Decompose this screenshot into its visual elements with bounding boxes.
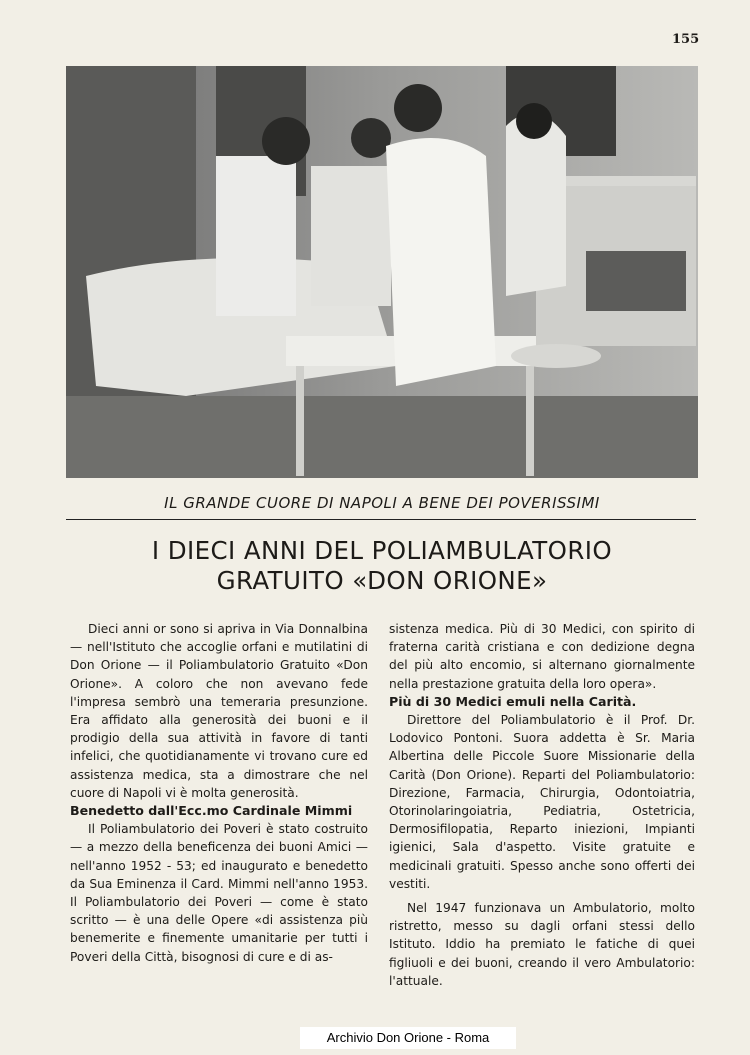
left-subhead: Benedetto dall'Ecc.mo Cardinale Mimmi [70, 803, 353, 819]
kicker-rule [66, 519, 696, 520]
headline [66, 536, 698, 596]
kicker: IL GRANDE CUORE DI NAPOLI A BENE DEI POVERISSIMI [164, 494, 600, 512]
left-paragraph-1: Dieci anni or sono si apriva in Via Donnalbina — nell'Istituto che accoglie orfani e mutilatini di Don Orione — il Poliambulatorio Gratuito «Don Orione». A coloro che non avevano fede l'impresa sembrò una temeraria presunzione. Era affidato alla generosità dei buoni e il prodigio della sua attività in favore di tanti infelici, che quotidianamente vi trovano cure ed assistenza medica, sta a dimostrare che nel cuore di Napoli vi è molta generosità. [70, 622, 368, 800]
right-paragraph-2: Direttore del Poliambulatorio è il Prof. Dr. Lodovico Pontoni. Suora addetta è Sr. Maria Albertina delle Piccole Suore Missionarie della Carità (Don Orione). Reparti del Poliambulatorio: Direzione, Farmacia, Chirurgia, Odontoiatria, Otorinolaringoiatria, Pediatria, Ostetricia, Dermosifilopatia, Reparto iniezioni, Impianti igienici, Sala d'aspetto. Visite gratuite e medicinali gratuiti. Spesso anche sono offerti dei vestiti. [389, 713, 695, 891]
archive-footer: Archivio Don Orione - Roma [300, 1027, 516, 1049]
headline-line-1: I DIECI ANNI DEL POLIAMBULATORIO [151, 536, 613, 565]
left-paragraph-2: Il Poliambulatorio dei Poveri è stato costruito — a mezzo della beneficenza dei buoni Amici — nell'anno 1952 - 53; ed inaugurato e benedetto da Sua Eminenza il Card. Mimmi nell'anno 1953. Il Poliambulatorio dei Poveri — come è stato scritto — è una delle Opere «di assistenza più benemerite e finemente umanitarie per tutti i Poveri della Città, bisognosi di cure e di as- [70, 822, 368, 964]
photo-illustration [66, 66, 698, 478]
page-number: 155 [672, 32, 700, 47]
right-paragraph-3: Nel 1947 funzionava un Ambulatorio, molto ristretto, messo su dagli orfani stessi dello Istituto. Iddio ha premiato le fatiche di quei figliuoli e dei buoni, creando il vero Ambulatorio: l'attuale. [389, 901, 695, 988]
right-subhead: Più di 30 Medici emuli nella Carità. [389, 693, 637, 709]
right-column [389, 620, 695, 990]
right-paragraph-1: sistenza medica. Più di 30 Medici, con spirito di fraterna carità cristiana e con dedizione degna del più alto encomio, si alternano giornalmente nella prestazione gratuita della loro opera». [389, 622, 695, 691]
left-column [70, 620, 368, 966]
medical-room-photo [66, 66, 698, 478]
headline-line-2: GRATUITO «DON ORIONE» [216, 566, 548, 595]
